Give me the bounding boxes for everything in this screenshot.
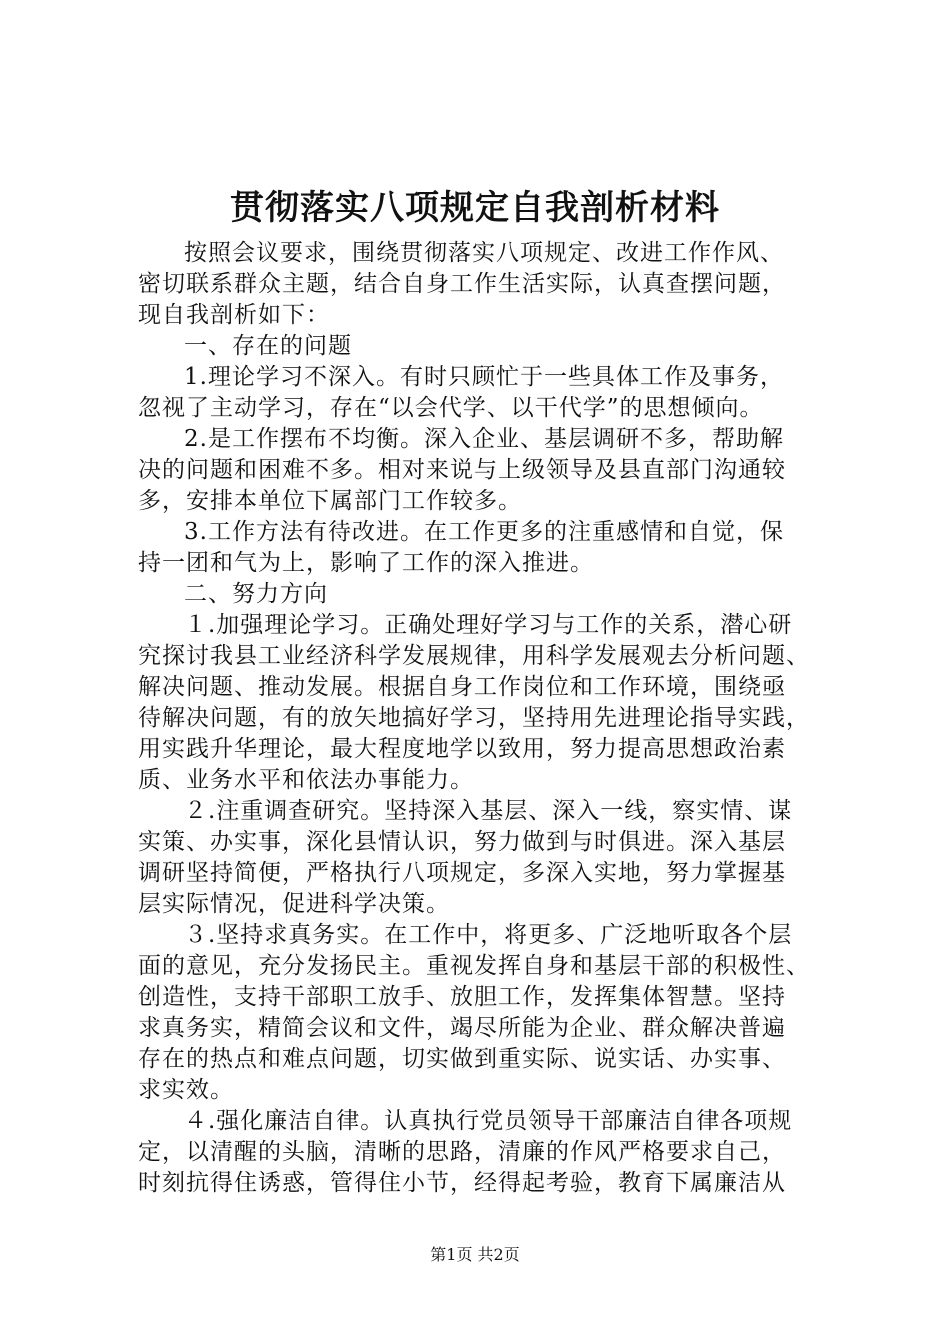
paragraph-line: 持一团和气为上，影响了工作的深入推进。 xyxy=(138,550,594,576)
paragraph-line: 存在的热点和难点问题，切实做到重实际、说实话、办实事、 xyxy=(138,1046,786,1072)
paragraph-line: 2.是工作摆布不均衡。深入企业、基层调研不多，帮助解 xyxy=(184,426,784,452)
paragraph-line: 1.理论学习不深入。有时只顾忙于一些具体工作及事务， xyxy=(184,364,784,390)
paragraph-line: 调研坚持简便，严格执行八项规定，多深入实地，努力掌握基 xyxy=(138,860,786,886)
paragraph-line: 创造性，支持干部职工放手、放胆工作，发挥集体智慧。坚持 xyxy=(138,984,786,1010)
paragraph-line: 多，安排本单位下属部门工作较多。 xyxy=(138,488,522,514)
paragraph-line: 实策、办实事，深化县情认识，努力做到与时俱进。深入基层 xyxy=(138,829,786,855)
paragraph-line: 层实际情况，促进科学决策。 xyxy=(138,891,450,917)
paragraph-line: 现自我剖析如下： xyxy=(138,302,330,328)
paragraph-line: 面的意见，充分发扬民主。重视发挥自身和基层干部的积极性、 xyxy=(138,953,810,979)
paragraph-line: 忽视了主动学习，存在“以会代学、以干代学”的思想倾向。 xyxy=(138,395,764,421)
paragraph-line: ４.强化廉洁自律。认真执行党员领导干部廉洁自律各项规 xyxy=(184,1108,793,1134)
paragraph-line: 3.工作方法有待改进。在工作更多的注重感情和自觉，保 xyxy=(184,519,784,545)
paragraph-line: 决的问题和困难不多。相对来说与上级领导及县直部门沟通较 xyxy=(138,457,786,483)
paragraph-line: 求实效。 xyxy=(138,1077,234,1103)
paragraph-line: ２.注重调查研究。坚持深入基层、深入一线，察实情、谋 xyxy=(184,798,793,824)
paragraph-line: 质、业务水平和依法办事能力。 xyxy=(138,767,474,793)
paragraph-line: 定，以清醒的头脑，清晰的思路，清廉的作风严格要求自己， xyxy=(138,1139,786,1165)
paragraph-line: 按照会议要求，围绕贯彻落实八项规定、改进工作作风、 xyxy=(184,240,784,266)
paragraph-line: 用实践升华理论，最大程度地学以致用，努力提高思想政治素 xyxy=(138,736,786,762)
document-title: 贯彻落实八项规定自我剖析材料 xyxy=(230,188,720,228)
paragraph-line: 密切联系群众主题，结合自身工作生活实际，认真查摆问题， xyxy=(138,271,786,297)
page-indicator: 第1页 共2页 xyxy=(430,1245,520,1264)
paragraph-line: ３.坚持求真务实。在工作中，将更多、广泛地听取各个层 xyxy=(184,922,793,948)
section-heading: 一、存在的问题 xyxy=(184,333,352,359)
paragraph-line: １.加强理论学习。正确处理好学习与工作的关系，潜心研 xyxy=(184,612,793,638)
section-heading: 二、努力方向 xyxy=(184,581,328,607)
paragraph-line: 时刻抗得住诱惑，管得住小节，经得起考验，教育下属廉洁从 xyxy=(138,1170,786,1196)
document-body xyxy=(138,238,838,1199)
paragraph-line: 究探讨我县工业经济科学发展规律，用科学发展观去分析问题、 xyxy=(138,643,810,669)
paragraph-line: 待解决问题，有的放矢地搞好学习，坚持用先进理论指导实践， xyxy=(138,705,810,731)
paragraph-line: 求真务实，精简会议和文件，竭尽所能为企业、群众解决普遍 xyxy=(138,1015,786,1041)
paragraph-line: 解决问题、推动发展。根据自身工作岗位和工作环境，围绕亟 xyxy=(138,674,786,700)
